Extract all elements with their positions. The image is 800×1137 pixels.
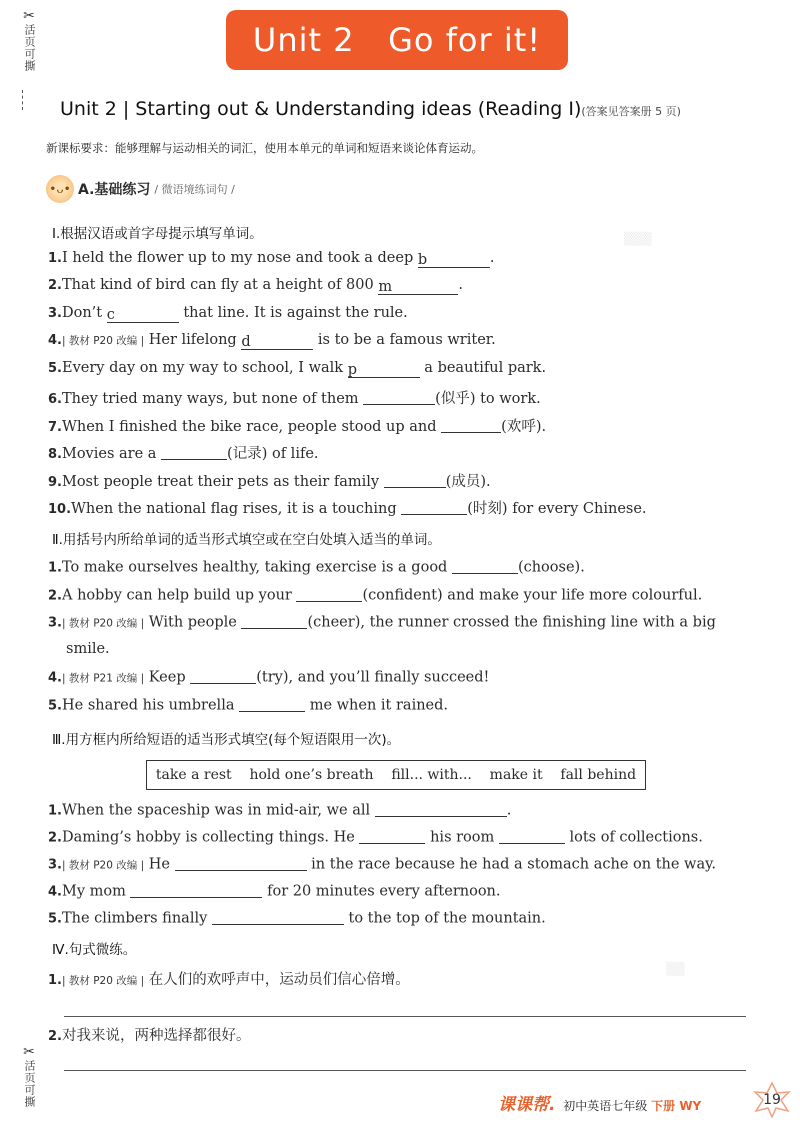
tear-off-tab-bottom (12, 1046, 46, 1126)
fill-item (48, 882, 753, 900)
footer-brand (498, 1090, 701, 1115)
item-number: 5. (48, 361, 62, 376)
item-text: . (506, 802, 512, 819)
item-text: Daming’s hobby is collecting things. He (61, 829, 360, 846)
answer-blank[interactable] (212, 909, 344, 925)
part3-heading: Ⅲ.用方框内所给短语的适当形式填空(每个短语限用一次)。 (52, 732, 401, 748)
item-number: 2. (48, 588, 62, 604)
answer-blank[interactable] (190, 668, 256, 684)
item-number: 6. (48, 392, 62, 407)
lesson-title-text: Unit 2 | Starting out & Understanding ideas (Reading Ⅰ) (60, 98, 582, 120)
book-grade: 下册 WY (651, 1099, 702, 1113)
lesson-title (60, 98, 780, 120)
translation-item (48, 1024, 753, 1045)
answer-blank[interactable] (363, 390, 435, 406)
answer-blank[interactable] (348, 362, 420, 378)
item-number: 1. (48, 973, 62, 988)
item-number: 4. (48, 333, 62, 348)
item-text: When I finished the bike race, people stood up and (61, 419, 442, 435)
phrase-item: hold one’s breath (249, 767, 374, 783)
phrase-item: make it (489, 767, 543, 783)
tear-off-label: 活页可撕 (23, 1060, 36, 1108)
fill-item (48, 696, 753, 714)
fill-item (48, 497, 753, 518)
textbook-tag: | 教材 P20 改编 | (61, 617, 145, 630)
section-a-header (46, 174, 346, 204)
fill-item (48, 855, 753, 873)
item-number: 5. (48, 698, 62, 714)
answer-line[interactable] (64, 1016, 746, 1017)
item-text: (confident) and make your life more colourful. (362, 587, 703, 604)
item-text: Most people treat their pets as their family (61, 474, 384, 490)
initial-letter-hint: b (417, 252, 428, 268)
textbook-tag: | 教材 P20 改编 | (61, 335, 145, 347)
fill-item (48, 668, 753, 686)
tear-off-label: 活页可撕 (23, 24, 36, 72)
scissors-icon: ✂ (23, 8, 35, 24)
fill-item (48, 305, 753, 323)
item-number: 9. (48, 475, 62, 490)
item-number: 3. (48, 615, 62, 631)
item-number: 2. (48, 1029, 62, 1044)
item-text: in the race because he had a stomach ache on the way. (306, 856, 716, 873)
item-text: To make ourselves healthy, taking exercise is a good (61, 559, 452, 576)
item-text: (记录) of life. (227, 446, 319, 462)
phrase-item: take a rest (155, 767, 232, 783)
answer-blank[interactable] (384, 473, 446, 489)
item-text: The climbers finally (61, 910, 212, 927)
item-text: Her lifelong (144, 332, 242, 348)
answer-blank[interactable] (359, 828, 425, 844)
fill-item (48, 828, 753, 846)
answer-line[interactable] (64, 1070, 746, 1071)
item-text: is to be a famous writer. (313, 332, 496, 348)
item-text: (try), and you’ll finally succeed! (256, 669, 490, 686)
item-number: 10. (48, 502, 72, 517)
smiley-icon: •ᴗ• (46, 175, 74, 203)
fill-item (66, 641, 771, 657)
item-text: 对我来说，两种选择都很好。 (61, 1028, 251, 1044)
fill-item (48, 801, 753, 819)
fill-item (48, 442, 753, 463)
item-number: 2. (48, 830, 62, 846)
answer-blank[interactable] (241, 334, 313, 350)
item-number: 4. (48, 884, 62, 900)
tear-off-tab (12, 10, 46, 90)
item-text: (choose). (517, 559, 585, 576)
tear-line (22, 90, 23, 110)
item-text: . (489, 250, 495, 266)
fill-item (48, 415, 753, 436)
item-text: Keep (144, 669, 191, 686)
answer-blank[interactable] (441, 418, 501, 434)
section-a-title: A.基础练习 (78, 182, 151, 198)
book-name: 初中英语七年级 (563, 1099, 648, 1113)
fill-item (48, 909, 753, 927)
item-number: 5. (48, 911, 62, 927)
answer-blank[interactable] (175, 855, 307, 871)
item-text: My mom (61, 883, 131, 900)
textbook-tag: | 教材 P20 改编 | (61, 859, 145, 872)
watermark: ▒▒▒ (624, 232, 652, 246)
item-text: . (458, 277, 463, 293)
item-text: for 20 minutes every afternoon. (262, 883, 501, 900)
item-text: They tried many ways, but none of them (61, 391, 364, 407)
item-text: his room (425, 829, 499, 846)
fill-item (48, 360, 753, 378)
item-text: lots of collections. (564, 829, 703, 846)
item-number: 1. (48, 803, 62, 819)
phrase-item: fill... with... (391, 767, 472, 783)
item-text: Movies are a (61, 446, 162, 462)
item-text: 在人们的欢呼声中，运动员们信心倍增。 (144, 972, 410, 988)
unit-banner (226, 10, 568, 70)
initial-letter-hint: p (347, 362, 357, 378)
answer-blank[interactable] (239, 696, 305, 712)
item-number: 2. (48, 278, 62, 293)
item-text: smile. (66, 641, 110, 657)
answer-blank[interactable] (418, 252, 490, 268)
item-text: He shared his umbrella (61, 697, 240, 714)
item-text: me when it rained. (305, 697, 449, 714)
answer-blank[interactable] (107, 307, 179, 323)
item-text: That kind of bird can fly at a height of 800 (61, 277, 379, 293)
item-text: that line. It is against the rule. (178, 305, 408, 321)
fill-item (48, 586, 753, 604)
phrase-box (146, 760, 646, 790)
part2-heading: Ⅱ.用括号内所给单词的适当形式填空或在空白处填入适当的单词。 (52, 532, 441, 548)
fill-item (48, 470, 753, 491)
item-text: (似乎) to work. (435, 391, 541, 407)
item-number: 1. (48, 251, 62, 266)
fill-item (48, 387, 753, 408)
item-number: 7. (48, 420, 62, 435)
answer-blank[interactable] (241, 613, 307, 629)
part4-heading: Ⅳ.句式微练。 (52, 942, 137, 958)
item-text: When the spaceship was in mid-air, we all (61, 802, 375, 819)
item-text: I held the flower up to my nose and took a deep (61, 250, 418, 266)
section-a-subtitle: / 微语境练词句 / (154, 183, 235, 196)
fill-item (48, 613, 753, 631)
part1-heading: Ⅰ.根据汉语或首字母提示填写单词。 (52, 226, 263, 242)
answer-blank[interactable] (130, 882, 262, 898)
curriculum-requirement: 新课标要求：能够理解与运动相关的词汇，使用本单元的单词和短语来谈论体育运动。 (46, 141, 483, 155)
answer-blank[interactable] (452, 558, 518, 574)
answer-note: (答案见答案册 5 页) (581, 105, 681, 118)
unit-title: Unit 2 Go for it! (252, 21, 542, 59)
item-text: a beautiful park. (419, 360, 547, 376)
fill-item (48, 558, 753, 576)
answer-blank[interactable] (375, 801, 507, 817)
item-number: 3. (48, 306, 62, 321)
phrase-item: fall behind (560, 767, 637, 783)
page-number-badge (752, 1082, 792, 1118)
item-number: 1. (48, 560, 62, 576)
item-text: Every day on my way to school, I walk (61, 360, 348, 376)
item-text: Don’t (61, 305, 107, 321)
item-text: (成员). (445, 474, 491, 490)
scissors-icon: ✂ (23, 1044, 35, 1060)
watermark: ▒▒ (666, 962, 685, 976)
answer-blank[interactable] (296, 586, 362, 602)
textbook-tag: | 教材 P21 改编 | (61, 672, 145, 685)
translation-item (48, 968, 753, 989)
item-number: 8. (48, 447, 62, 462)
answer-blank[interactable] (378, 279, 458, 295)
item-text: (时刻) for every Chinese. (467, 501, 647, 517)
item-number: 4. (48, 670, 62, 686)
answer-blank[interactable] (161, 445, 227, 461)
initial-letter-hint: m (378, 279, 393, 295)
item-text: (欢呼). (501, 419, 547, 435)
item-text: (cheer), the runner crossed the finishing line with a big (307, 614, 716, 631)
fill-item (48, 250, 753, 268)
brand-logo: 课课帮. (498, 1095, 556, 1115)
fill-item (48, 277, 753, 295)
initial-letter-hint: c (106, 307, 115, 323)
item-text: to the top of the mountain. (343, 910, 546, 927)
initial-letter-hint: d (241, 334, 251, 350)
item-text: When the national flag rises, it is a touching (71, 501, 402, 517)
answer-blank[interactable] (499, 828, 565, 844)
fill-item (48, 332, 753, 350)
item-number: 3. (48, 857, 62, 873)
item-text: With people (144, 614, 242, 631)
item-text: He (144, 856, 175, 873)
answer-blank[interactable] (401, 500, 467, 516)
item-text: A hobby can help build up your (61, 587, 297, 604)
page-number: 19 (763, 1092, 781, 1108)
textbook-tag: | 教材 P20 改编 | (61, 975, 145, 987)
